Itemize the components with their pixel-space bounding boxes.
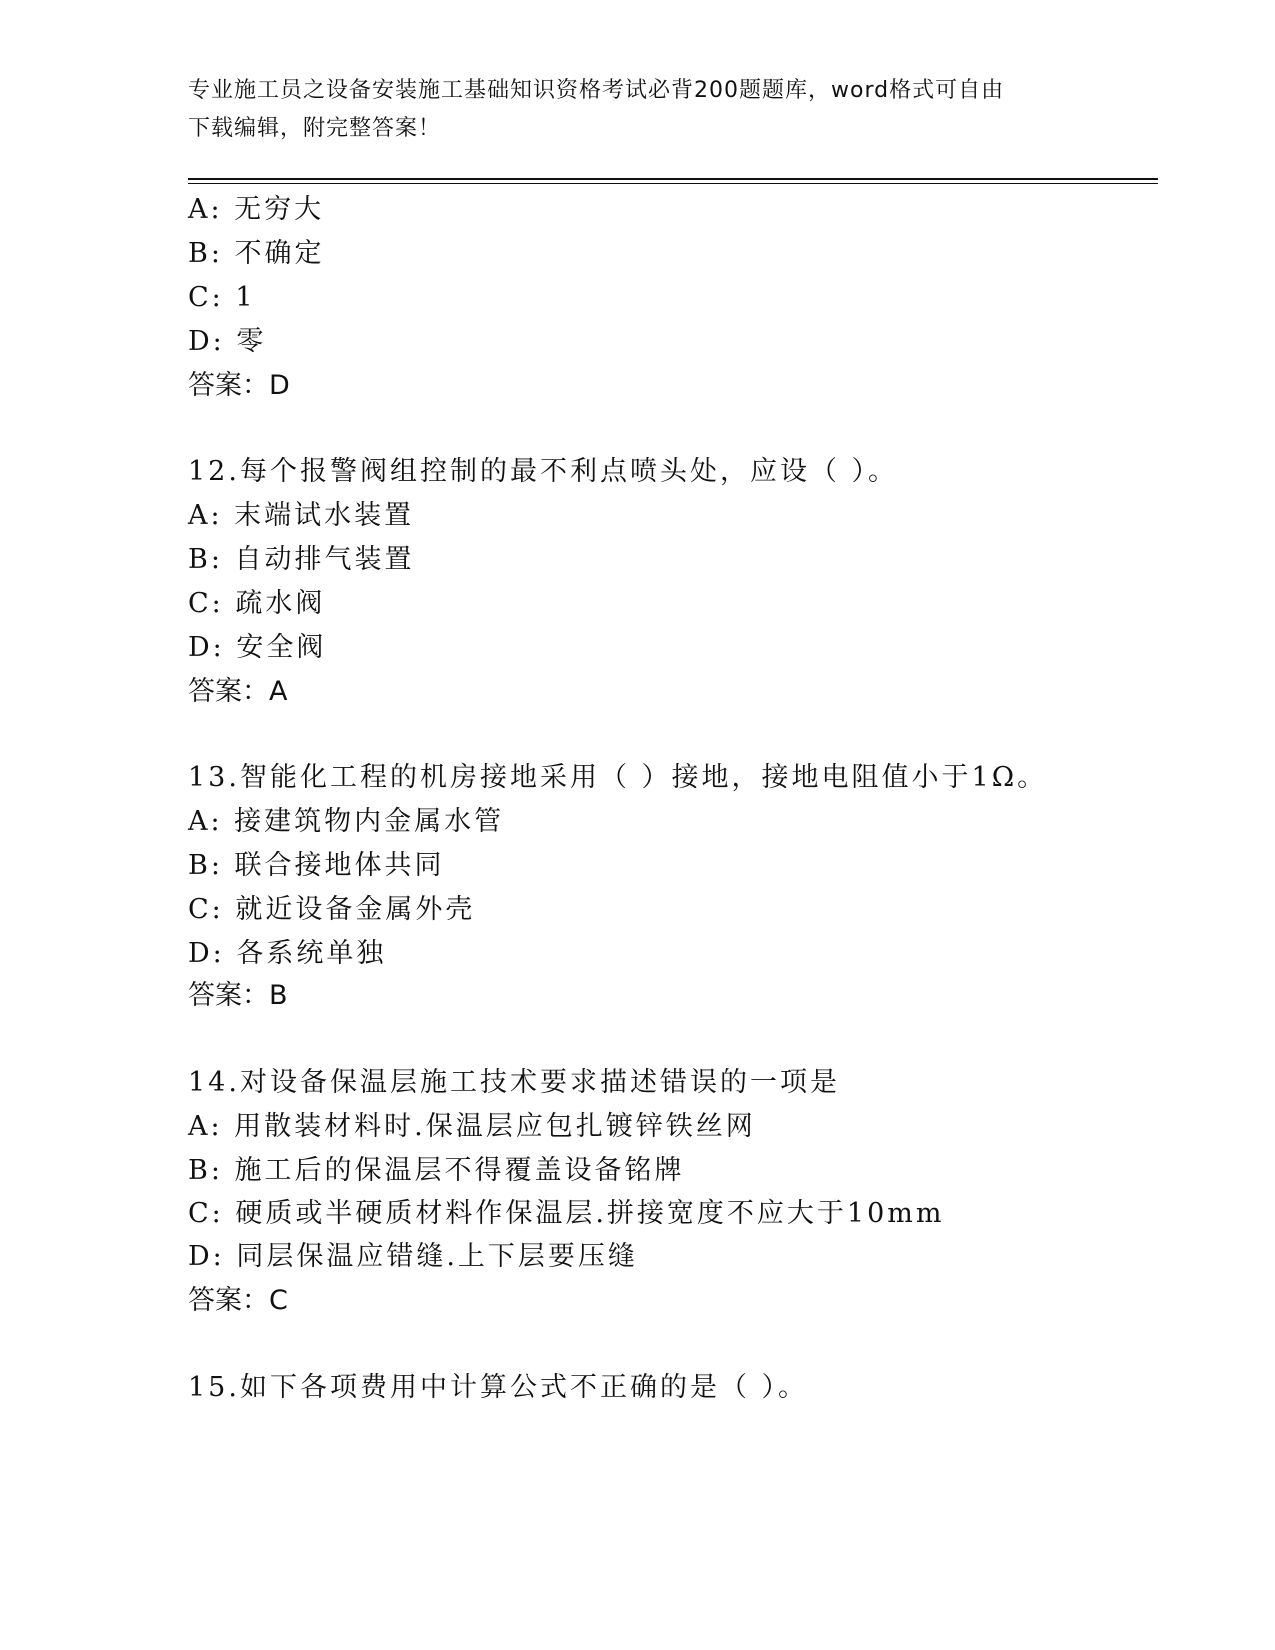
q13-option-b: B: 联合接地体共同 <box>188 850 445 881</box>
q12-option-b: B: 自动排气装置 <box>188 544 415 575</box>
header-title-line-1: 专业施工员之设备安装施工基础知识资格考试必背200题题库，word格式可自由 <box>188 78 1005 103</box>
q14-option-d: D: 同层保温应错缝.上下层要压缝 <box>188 1241 638 1272</box>
q13-question: 13.智能化工程的机房接地采用（ ）接地，接地电阻值小于1Ω。 <box>188 762 1048 793</box>
header-title-line-2: 下载编辑，附完整答案！ <box>188 116 442 141</box>
q11-option-d: D: 零 <box>188 326 267 357</box>
q14-option-a: A: 用散装材料时.保温层应包扎镀锌铁丝网 <box>188 1111 756 1142</box>
q15-question: 15.如下各项费用中计算公式不正确的是（ ）。 <box>188 1372 809 1403</box>
q14-option-b: B: 施工后的保温层不得覆盖设备铭牌 <box>188 1155 685 1186</box>
q12-answer: 答案：A <box>188 676 288 707</box>
q12-option-a: A: 末端试水装置 <box>188 500 415 531</box>
header-divider-thick <box>188 178 1158 180</box>
q11-answer: 答案：D <box>188 370 290 401</box>
header-divider-thin <box>188 183 1158 184</box>
q13-option-a: A: 接建筑物内金属水管 <box>188 806 505 837</box>
document-header <box>188 72 1088 148</box>
q12-question: 12.每个报警阀组控制的最不利点喷头处，应设（ ）。 <box>188 456 899 487</box>
q13-option-d: D: 各系统单独 <box>188 938 387 969</box>
q13-option-c: C: 就近设备金属外壳 <box>188 894 476 925</box>
q11-option-b: B: 不确定 <box>188 238 325 269</box>
q11-option-c: C: 1 <box>188 282 256 313</box>
q11-option-a: A: 无穷大 <box>188 194 325 225</box>
q14-option-c: C: 硬质或半硬质材料作保温层.拼接宽度不应大于10mm <box>188 1198 945 1229</box>
q12-option-d: D: 安全阀 <box>188 632 327 663</box>
q14-question: 14.对设备保温层施工技术要求描述错误的一项是 <box>188 1067 840 1098</box>
q13-answer: 答案：B <box>188 980 288 1011</box>
q12-option-c: C: 疏水阀 <box>188 588 326 619</box>
q14-answer: 答案：C <box>188 1285 288 1316</box>
